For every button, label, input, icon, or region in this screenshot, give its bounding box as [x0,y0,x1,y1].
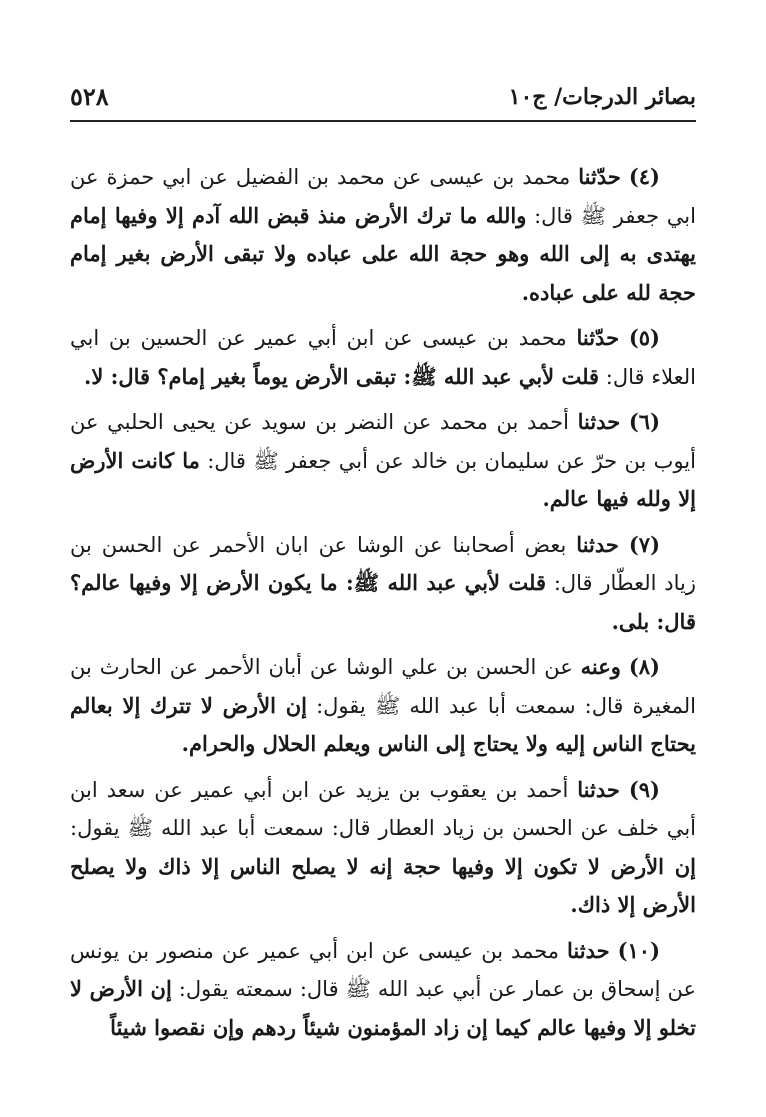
hadith-chain: أحمد بن محمد عن النضر بن سويد عن يحيى الحلبي عن أيوب بن حرّ عن سليمان بن خالد عن أبي جعفر ﷺ قال: [70,410,696,473]
hadith-paragraph [70,648,696,764]
hadith-text: إن الأرض لا تخلو إلا وفيها عالم كيما إن زاد المؤمنون شيئاً ردهم وإن نقصوا شيئاً [70,976,696,1040]
hadith-lead-word: حدّثنا [578,164,621,189]
hadith-number: (٧) [628,531,660,557]
hadith-lead-word: حدثنا [576,531,619,557]
hadith-text: والله ما ترك الأرض منذ قبض الله آدم إلا وفيها إمام يهتدى به إلى الله وهو حجة الله على عباده ولا تبقى الأرض بغير إمام حجة لله على عباده. [70,202,696,305]
hadith-lead-word: حدّثنا [576,325,620,350]
hadith-text: إن الأرض لا تترك إلا بعالم يحتاج الناس إليه ولا يحتاج إلى الناس ويعلم الحلال والحرام. [70,692,696,756]
hadith-chain: أحمد بن يعقوب بن يزيد عن ابن أبي عمير عن سعد ابن أبي خلف عن الحسن بن زياد العطار قال: سمعت أبا عبد الله ﷺ يقول: [70,777,696,840]
hadith-lead-word: حدثنا [577,409,621,434]
hadith-paragraph [70,526,696,642]
hadith-text: إن الأرض لا تكون إلا وفيها حجة إنه لا يصلح الناس إلا ذاك ولا يصلح الأرض إلا ذاك. [70,853,696,917]
hadith-paragraph [70,319,696,396]
hadith-lead-word: وعنه [580,654,621,679]
hadith-paragraph [70,403,696,519]
hadith-number: (٥) [628,325,660,350]
page-body [70,158,696,1054]
hadith-chain: بعض أصحابنا عن الوشا عن ابان الأحمر عن الحسن بن زياد العطّار قال: [70,532,696,595]
hadith-chain: عن الحسن بن علي الوشا عن أبان الأحمر عن الحارث بن المغيرة قال: سمعت أبا عبد الله ﷺ يقول: [70,655,696,718]
hadith-number: (٨) [628,654,660,679]
hadith-lead-word: حدثنا [567,937,610,963]
hadith-paragraph [70,771,696,925]
hadith-number: (٦) [628,409,660,434]
hadith-number: (٤) [628,164,660,189]
hadith-number: (١٠) [617,937,661,963]
hadith-chain: محمد بن عيسى عن محمد بن الفضيل عن ابي حمزة عن ابي جعفر ﷺ قال: [70,165,696,228]
page-header [70,80,696,122]
hadith-lead-word: حدثنا [577,776,620,802]
hadith-number: (٩) [628,776,660,802]
hadith-text: ما كانت الأرض إلا ولله فيها عالم. [70,447,696,511]
hadith-paragraph [70,932,696,1048]
hadith-chain: محمد بن عيسى عن ابن أبي عمير عن الحسين بن ابي العلاء قال: [70,326,696,389]
page-number: ٥٢٨ [70,82,109,111]
running-title: بصائر الدرجات/ ج١٠ [508,84,696,110]
hadith-text: قلت لأبي عبد الله ﷺ: ما يكون الأرض إلا وفيها عالم؟ قال: بلى. [70,570,696,634]
hadith-text: قلت لأبي عبد الله ﷺ: تبقى الأرض يوماً بغير إمام؟ قال: لا. [84,363,600,389]
hadith-chain: محمد بن عيسى عن ابن أبي عمير عن منصور بن يونس عن إسحاق بن عمار عن أبي عبد الله ﷺ قال: سمعته يقول: [70,938,696,1001]
hadith-paragraph [70,158,696,312]
